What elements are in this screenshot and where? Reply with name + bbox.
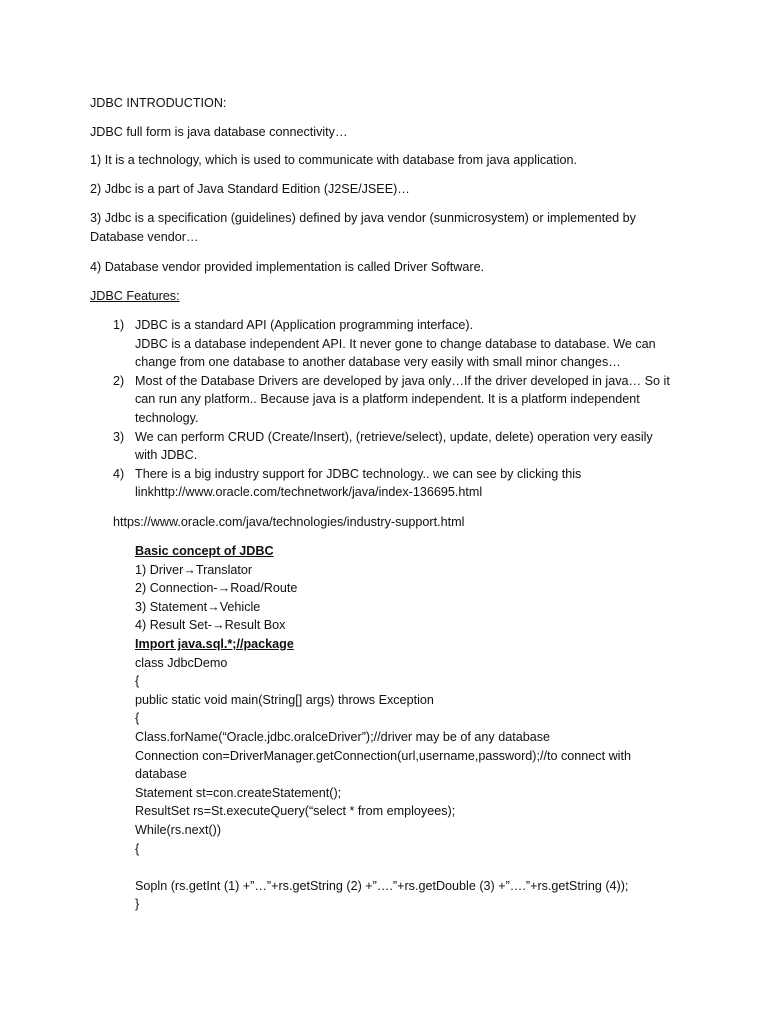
features-item-line: JDBC is a standard API (Application programming interface). — [135, 318, 474, 332]
industry-support-link[interactable]: https://www.oracle.com/java/technologies/industry-support.html — [113, 515, 465, 529]
intro-point-4: 4) Database vendor provided implementation is called Driver Software. — [90, 260, 485, 274]
features-item-number: 2) — [113, 373, 125, 388]
intro-full-form: JDBC full form is java database connectivity… — [90, 125, 348, 139]
features-item-line: We can perform CRUD (Create/Insert), (retrieve/select), update, delete) operation very easily — [135, 429, 653, 444]
code-section — [135, 542, 675, 914]
features-list — [113, 316, 683, 502]
features-item-line: Most of the Database Drivers are developed by java only…If the driver developed in java… So it — [135, 373, 670, 388]
intro-point-1: 1) It is a technology, which is used to communicate with database from java application. — [90, 153, 577, 167]
intro-point-3: 3) Jdbc is a specification (guidelines) defined by java vendor (sunmicrosystem) or implemented by Database vendor… — [90, 211, 636, 244]
features-item-number: 4) — [113, 466, 125, 481]
features-item-line: with JDBC. — [135, 448, 198, 463]
code-line: } — [135, 897, 140, 912]
features-item — [113, 465, 683, 502]
features-item-number: 1) — [113, 318, 125, 332]
code-line: public static void main(String[] args) throws Exception — [135, 692, 434, 707]
code-line: Sopln (rs.getInt (1) +”…”+rs.getString (2) +”….”+rs.getDouble (3) +”….”+rs.getString (4)); — [135, 878, 629, 893]
code-line: { — [135, 841, 140, 856]
code-line: { — [135, 674, 140, 689]
code-line — [135, 858, 675, 877]
code-line: ResultSet rs=St.executeQuery(“select * from employees); — [135, 804, 456, 819]
intro-heading: JDBC INTRODUCTION: — [90, 96, 227, 110]
code-line: While(rs.next()) — [135, 822, 222, 837]
concept-item: 1) Driver→Translator — [135, 562, 253, 577]
code-line: database — [135, 767, 187, 782]
code-line: Statement st=con.createStatement(); — [135, 785, 342, 800]
code-line: Connection con=DriverManager.getConnection(url,username,password);//to connect with — [135, 748, 631, 763]
features-item-line: JDBC is a database independent API. It never gone to change database to database. We can — [135, 336, 656, 351]
intro-point-2: 2) Jdbc is a part of Java Standard Edition (J2SE/JSEE)… — [90, 182, 410, 196]
features-heading: JDBC Features: — [90, 289, 180, 303]
basic-concept-heading: Basic concept of JDBC — [135, 544, 274, 558]
concept-item: 3) Statement→Vehicle — [135, 599, 261, 614]
code-line: Class.forName(“Oracle.jdbc.oralceDriver”);//driver may be of any database — [135, 729, 551, 744]
concept-item: 2) Connection-→Road/Route — [135, 581, 298, 596]
features-item — [113, 316, 683, 372]
concept-item: 4) Result Set-→Result Box — [135, 618, 286, 633]
features-item-number: 3) — [113, 429, 125, 444]
features-item — [113, 428, 683, 465]
features-item-line: can run any platform.. Because java is a platform independent. It is a platform independent — [135, 392, 640, 407]
code-line: { — [135, 711, 140, 726]
features-item — [113, 372, 683, 428]
features-item-line: There is a big industry support for JDBC technology.. we can see by clicking this — [135, 466, 582, 481]
features-item-line: change from one database to another database very easily with small minor changes… — [135, 355, 621, 370]
features-item-line: technology. — [135, 410, 199, 425]
code-line: class JdbcDemo — [135, 655, 228, 670]
features-item-link[interactable]: linkhttp://www.oracle.com/technetwork/java/index-136695.html — [135, 485, 483, 500]
import-statement: Import java.sql.*;//package — [135, 636, 294, 651]
